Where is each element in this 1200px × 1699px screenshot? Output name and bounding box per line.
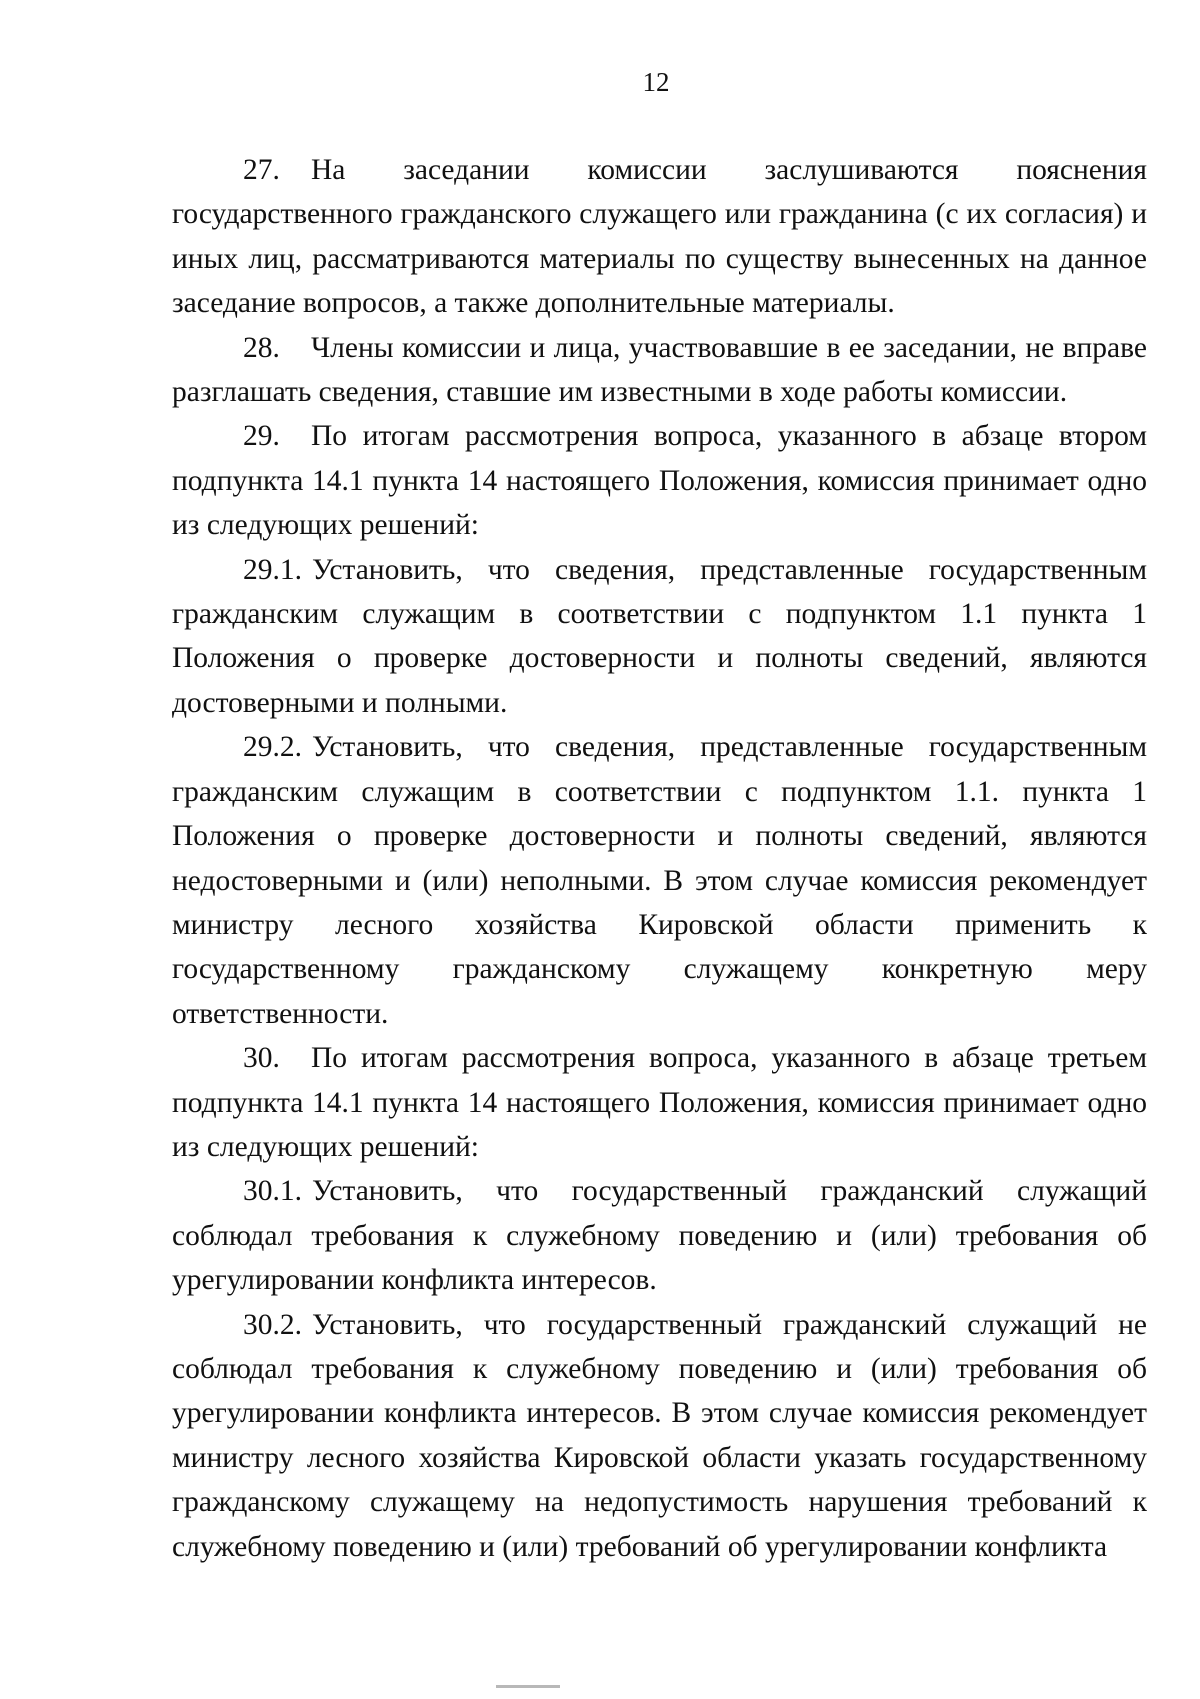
paragraph-text: Установить, что сведения, представленные государственным гражданским служащим в соответствии с подпунктом 1.1 пункта 1 Положения о проверке достоверности и полноты сведений, являются достоверными и полными. — [172, 553, 1147, 719]
paragraph-text: Установить, что государственный гражданский служащий не соблюдал требования к служебному поведению и (или) требования об урегулировании конфликта интересов. В этом случае комиссия рекомендует министру лесного хозяйства Кировской области указать государственному гражданскому служащему на недопустимость нарушения требований к служебному поведению и (или) требований об урегулировании конфликта — [172, 1308, 1147, 1563]
paragraph-29-1 — [172, 548, 1147, 726]
paragraph-number: 28. — [243, 331, 280, 364]
paragraph-number: 29. — [243, 420, 280, 453]
paragraph-30-1 — [172, 1169, 1147, 1302]
paragraph-number: 30.1. — [243, 1175, 302, 1208]
paragraph-29-2 — [172, 725, 1147, 1036]
paragraph-number: 30.2. — [243, 1308, 302, 1341]
page-number: 12 — [642, 67, 670, 97]
paragraph-30-2 — [172, 1303, 1147, 1569]
paragraph-number: 29.2. — [243, 731, 302, 764]
paragraph-29 — [172, 414, 1147, 547]
paragraph-30 — [172, 1036, 1147, 1169]
paragraph-27 — [172, 148, 1147, 326]
paragraph-text: Установить, что государственный гражданский служащий соблюдал требования к служебному поведению и (или) требования об урегулировании конфликта интересов. — [172, 1175, 1147, 1297]
paragraph-text: Установить, что сведения, представленные государственным гражданским служащим в соответствии с подпунктом 1.1. пункта 1 Положения о проверке достоверности и полноты сведений, являются недостоверными и (или) неполными. В этом случае комиссия рекомендует министру лесного хозяйства Кировской области применить к государственному гражданскому служащему конкретную меру ответственности. — [172, 731, 1147, 1030]
paragraph-number: 30. — [243, 1042, 280, 1075]
scan-artifact-mark — [496, 1685, 560, 1688]
paragraph-28 — [172, 326, 1147, 415]
paragraph-text: По итогам рассмотрения вопроса, указанного в абзаце втором подпункта 14.1 пункта 14 настоящего Положения, комиссия принимает одно из следующих решений: — [172, 420, 1147, 542]
paragraph-text: Члены комиссии и лица, участвовавшие в ее заседании, не вправе разглашать сведения, ставшие им известными в ходе работы комиссии. — [172, 331, 1147, 409]
paragraph-number: 27. — [243, 154, 280, 186]
document-body — [172, 148, 1147, 1569]
paragraph-text: По итогам рассмотрения вопроса, указанного в абзаце третьем подпункта 14.1 пункта 14 настоящего Положения, комиссия принимает одно из следующих решений: — [172, 1042, 1147, 1163]
paragraph-text: На заседании комиссии заслушиваются пояснения государственного гражданского служащего или гражданина (с их согласия) и иных лиц, рассматриваются материалы по существу вынесенных на данное заседание вопросов, а также дополнительные материалы. — [172, 154, 1147, 320]
paragraph-number: 29.1. — [243, 553, 302, 586]
